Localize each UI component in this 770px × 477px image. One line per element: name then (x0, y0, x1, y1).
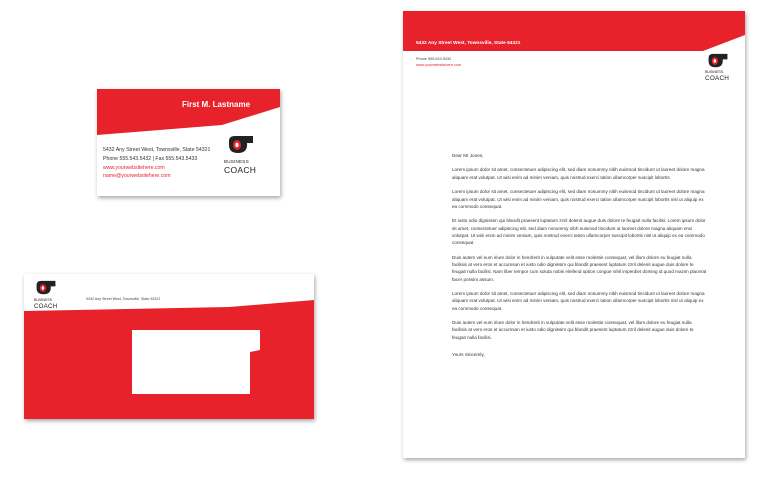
whistle-icon (707, 53, 729, 69)
card-banner-shape (97, 89, 280, 135)
whistle-icon (35, 280, 57, 296)
card-name: First M. Lastname (182, 100, 251, 109)
card-logo-business: BUSINESS (224, 159, 249, 164)
letter-closing: Yours Sincerely, (452, 352, 485, 358)
business-card (97, 89, 280, 196)
card-website: www.yourwebsitehere.com (103, 165, 165, 171)
envelope-address: 5432 Any Street West, Townsville, State 54321 (86, 297, 161, 301)
envelope-red-band (24, 274, 314, 419)
letterhead-logo-business: BUSINESS (705, 70, 724, 74)
letterhead-phone: Phone 555.543.5432 (416, 57, 452, 61)
letter-paragraph: Duis autem vel eum iriure dolor in hendrerit in vulputate velit esse molestie consequat, vel illum dolore eu feugiat nulla facilisis at vero eros et accumsan et iusto odio dignissim qui blandit praesent luptatum zzril delenit augue duis dolore te feugait nulla facilisi. (452, 320, 694, 340)
letter-paragraph: Duis autem vel eum iriure dolor in hendrerit in vulputate velit esse molestie consequat, vel illum dolore eu feugiat nulla facilisis at vero eros et accumsan et iusto odio dignissim qui blandit praesent luptatum zzril delenit augue duis dolore te feugait nulla facilisi. Nam liber tempor cum soluta nobis eleifend option congue nihil imperdiet doming id quod mazim placerat facer possim assum. (452, 254, 707, 282)
letter-paragraph: Lorem ipsum dolor sit amet, consectetuer adipiscing elit, sed diam nonummy nibh euismod tincidunt ut laoreet dolore magna aliquam erat volutpat. Ut wisi enim ad minim veniam, quis nostrud exerci tation ullamcorper suscipit lobortis nisl ut aliquip ex ea commodo consequat. (452, 189, 705, 209)
card-logo-coach: COACH (224, 165, 257, 175)
letterhead-logo-coach: COACH (705, 75, 730, 82)
letter-body (452, 152, 707, 366)
envelope-logo-coach: COACH (34, 303, 58, 310)
letterhead-website: www.yourwebsitehere.com (416, 63, 462, 67)
card-phone-fax: Phone 555.543.5432 | Fax 555.543.5433 (103, 156, 198, 162)
card-email: name@yourwebsitehere.com (103, 173, 171, 179)
letter-paragraph: Lorem ipsum dolor sit amet, consectetuer adipiscing elit, sed diam nonummy nibh euismod tincidunt ut laoreet dolore magna aliquam erat volutpat. Ut wisi enim ad minim veniam, quis nostrud exerci tation ullamcorper suscipit lobortis. (452, 167, 705, 180)
envelope-window (132, 330, 260, 394)
letterhead (403, 11, 745, 458)
letter-paragraph: Et iusto odio dignissim qui blandit praesent luptatum zzril delenit augue duis dolore te feugait nulla facilisi. Lorem ipsum dolor sit amet, consectetuer adipiscing elit, sed diam nonummy nibh euismod tincidunt ut laoreet dolore magna aliquam erat volutpat. Ut wisi enim ad minim veniam, quis nostrud exerci tation ullamcorper suscipit lobortis nisl ut aliquip ex ea commodo consequat. (452, 218, 706, 246)
envelope (24, 274, 314, 419)
letter-paragraph: Lorem ipsum dolor sit amet, consectetuer adipiscing elit, sed diam nonummy nibh euismod tincidunt ut laoreet dolore magna aliquam erat volutpat. Ut wisi enim ad minim veniam, quis nostrud exerci tation ullamcorper suscipit lobortis nisl ut aliquip ex ea commodo consequat. (452, 291, 705, 311)
whistle-icon (227, 135, 255, 155)
letter-salutation: Dear Mr Jones, (452, 153, 484, 158)
card-address: 5432 Any Street West, Townsville, State 54321 (103, 147, 211, 153)
envelope-logo-business: BUSINESS (34, 298, 53, 302)
letterhead-address: 5432 Any Street West, Townsville, State 54321 (416, 41, 521, 46)
